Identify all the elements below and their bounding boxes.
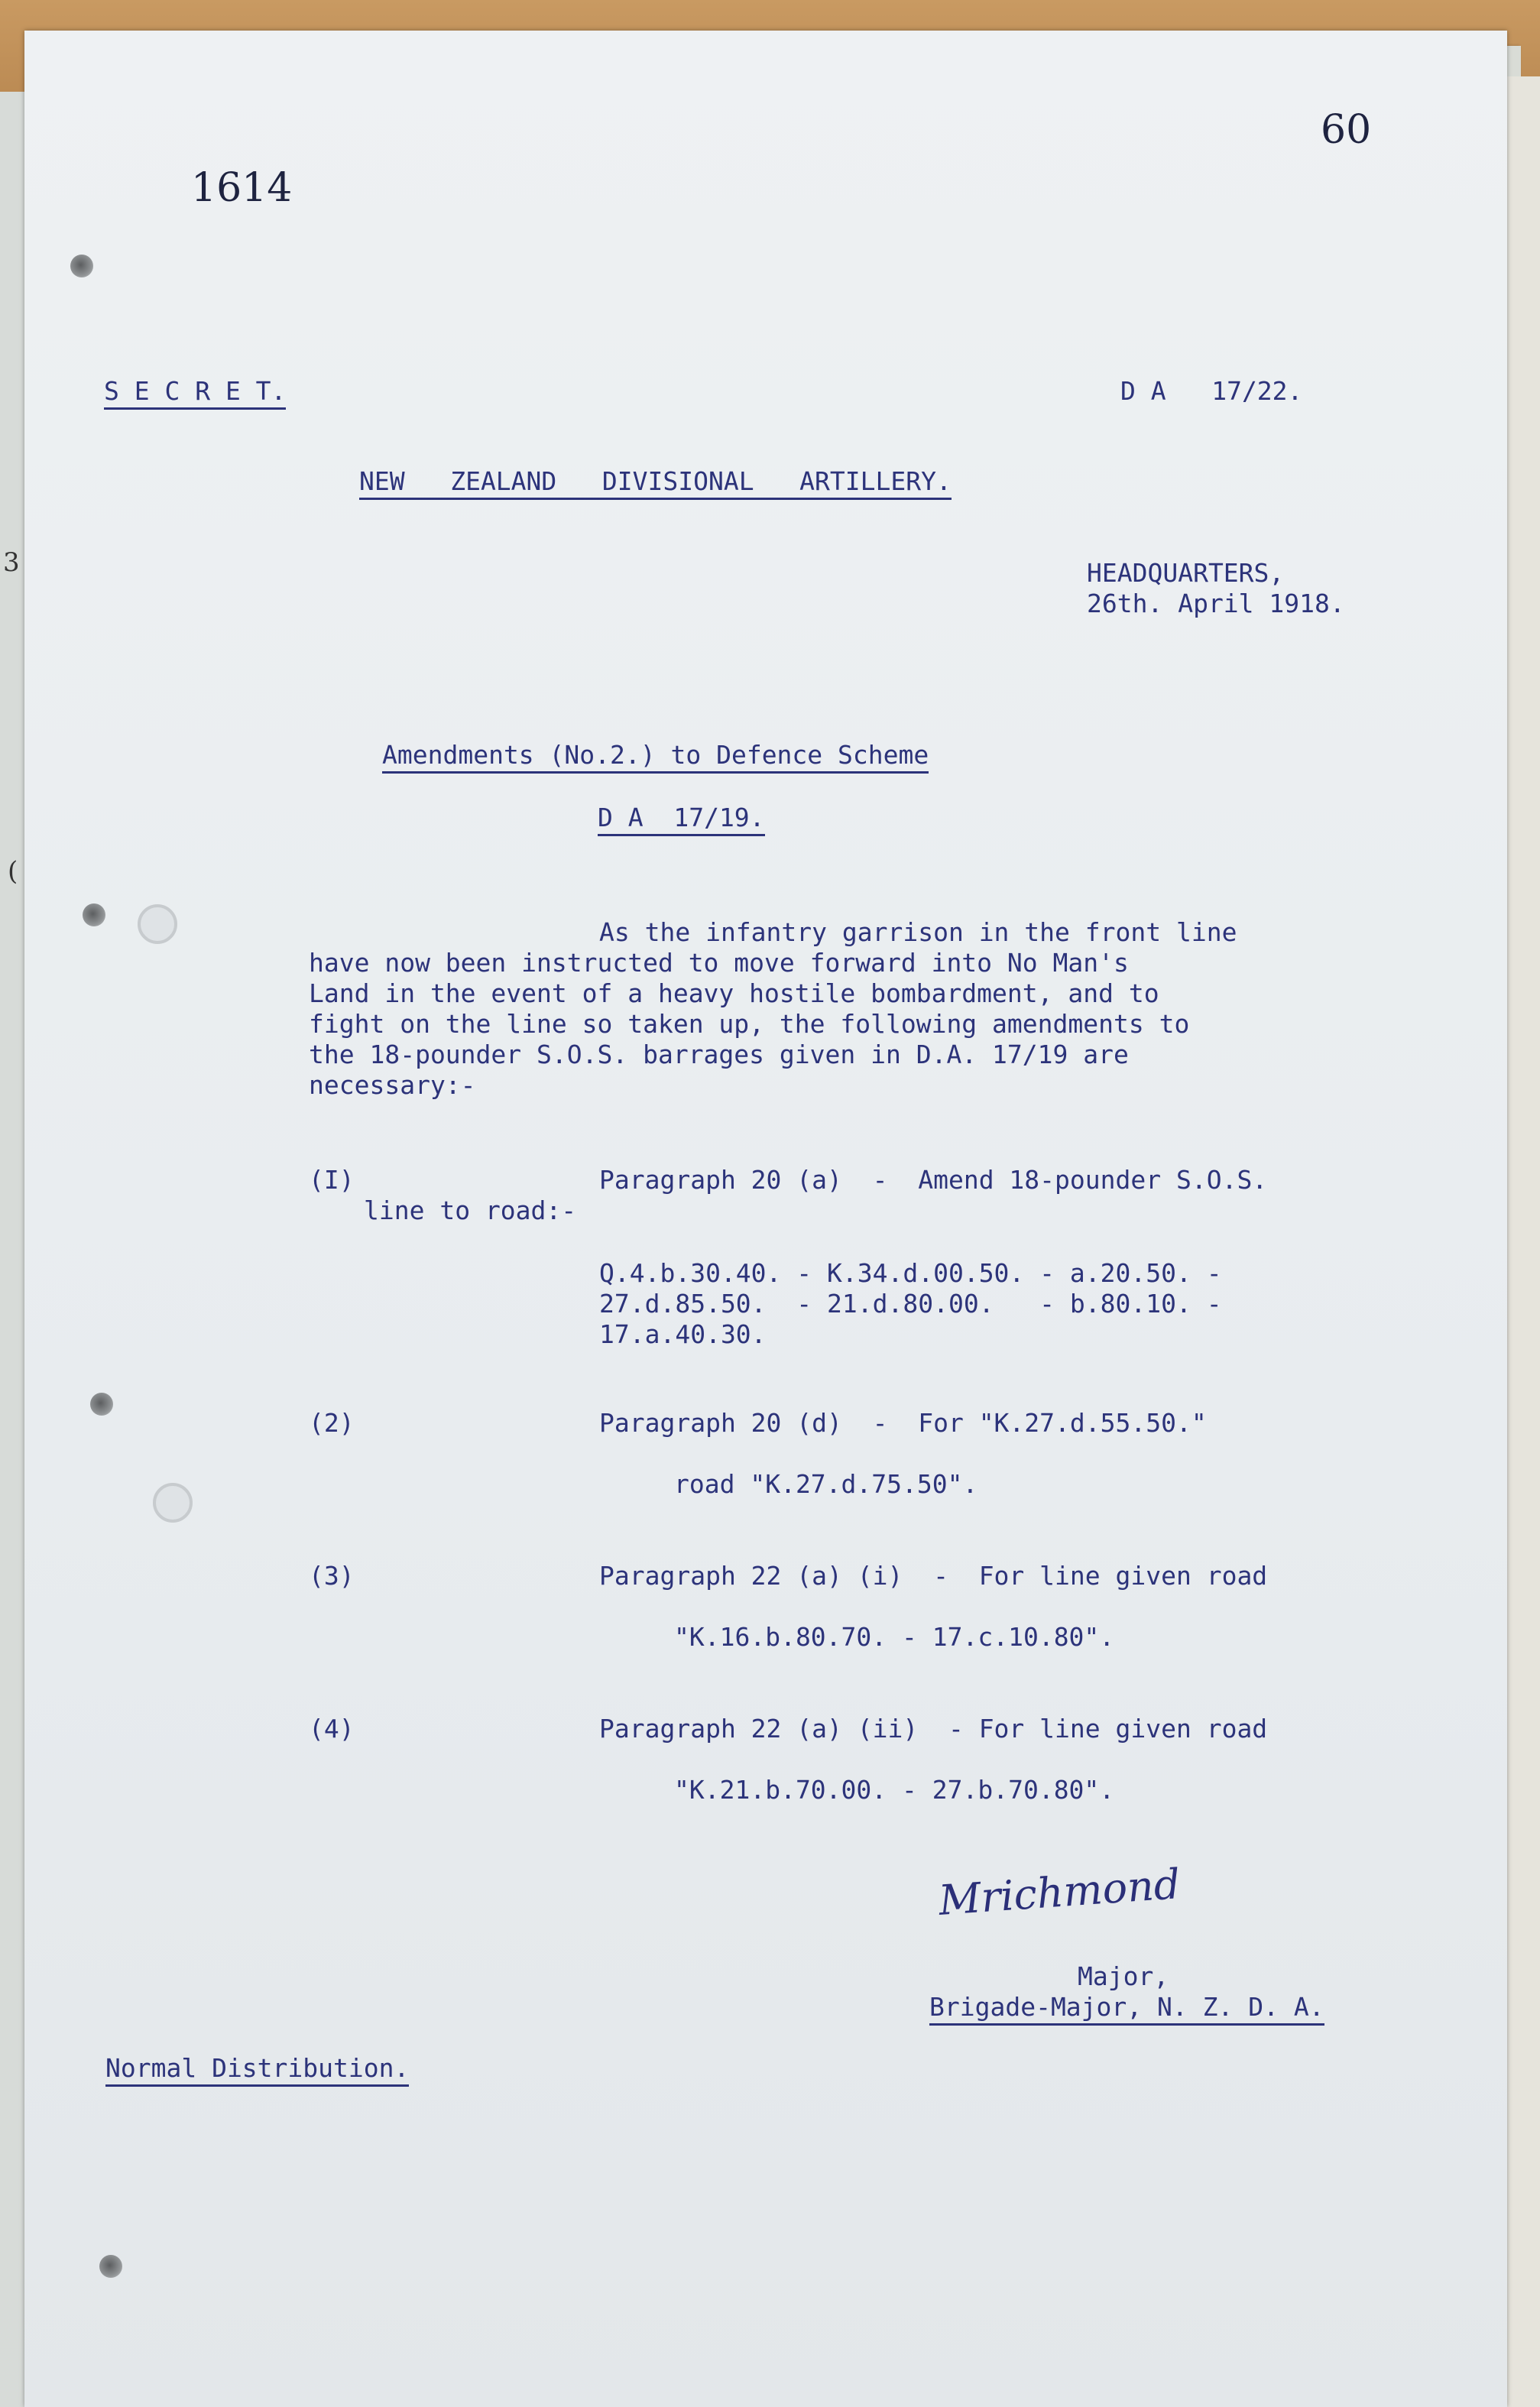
document-page (24, 31, 1507, 2407)
signatory-title: Brigade-Major, N. Z. D. A. (929, 1992, 1324, 2026)
amendment-text: Paragraph 20 (d) - For "K.27.d.55.50." (599, 1408, 1207, 1438)
amendment-number: (4) (309, 1714, 355, 1744)
amendment-text: Paragraph 22 (a) (ii) - For line given road (599, 1714, 1268, 1744)
punch-hole (90, 1393, 113, 1416)
punch-hole (83, 903, 105, 926)
location: HEADQUARTERS, (1087, 558, 1285, 588)
amendment-detail: 27.d.85.50. - 21.d.80.00. - b.80.10. - (599, 1289, 1222, 1319)
intro-line: As the infantry garrison in the front line (599, 917, 1237, 947)
intro-line: have now been instructed to move forward into No Man's (309, 948, 1129, 978)
distribution-note: Normal Distribution. (105, 2053, 409, 2087)
punch-hole (99, 2255, 122, 2278)
margin-mark-b: ( (8, 856, 18, 887)
amendment-detail: 17.a.40.30. (599, 1319, 767, 1349)
amendment-detail: "K.16.b.80.70. - 17.c.10.80". (674, 1622, 1115, 1652)
document-title: Amendments (No.2.) to Defence Scheme (382, 740, 929, 774)
margin-mark-a: 3 (3, 547, 20, 578)
intro-line: the 18-pounder S.O.S. barrages given in D.A. 17/19 are (309, 1040, 1129, 1069)
file-number: 1614 (191, 165, 293, 211)
amendment-detail: "K.21.b.70.00. - 27.b.70.80". (674, 1775, 1115, 1805)
classification: S E C R E T. (104, 376, 286, 410)
amendment-detail: Q.4.b.30.40. - K.34.d.00.50. - a.20.50. - (599, 1258, 1222, 1288)
reinforcement-ring (153, 1483, 193, 1523)
intro-line: fight on the line so taken up, the following amendments to (309, 1009, 1190, 1039)
amendment-number: (3) (309, 1561, 355, 1591)
amendment-text-cont: line to road:- (364, 1195, 577, 1225)
intro-line: necessary:- (309, 1070, 476, 1100)
page-number: 60 (1321, 107, 1372, 153)
amendment-text: Paragraph 20 (a) - Amend 18-pounder S.O.S. (599, 1165, 1268, 1195)
date: 26th. April 1918. (1087, 589, 1345, 618)
reinforcement-ring (138, 904, 177, 944)
reference-number: D A 17/22. (1120, 376, 1303, 406)
amendment-number: (I) (309, 1165, 355, 1195)
document-subtitle: D A 17/19. (598, 803, 765, 836)
amendment-detail: road "K.27.d.75.50". (674, 1469, 978, 1499)
unit-heading: NEW ZEALAND DIVISIONAL ARTILLERY. (359, 466, 952, 500)
punch-hole (70, 255, 93, 277)
signatory-rank: Major, (1078, 1961, 1169, 1991)
amendment-number: (2) (309, 1408, 355, 1438)
handwritten-signature: Mrichmond (937, 1860, 1182, 1925)
amendment-text: Paragraph 22 (a) (i) - For line given road (599, 1561, 1268, 1591)
intro-line: Land in the event of a heavy hostile bombardment, and to (309, 978, 1159, 1008)
